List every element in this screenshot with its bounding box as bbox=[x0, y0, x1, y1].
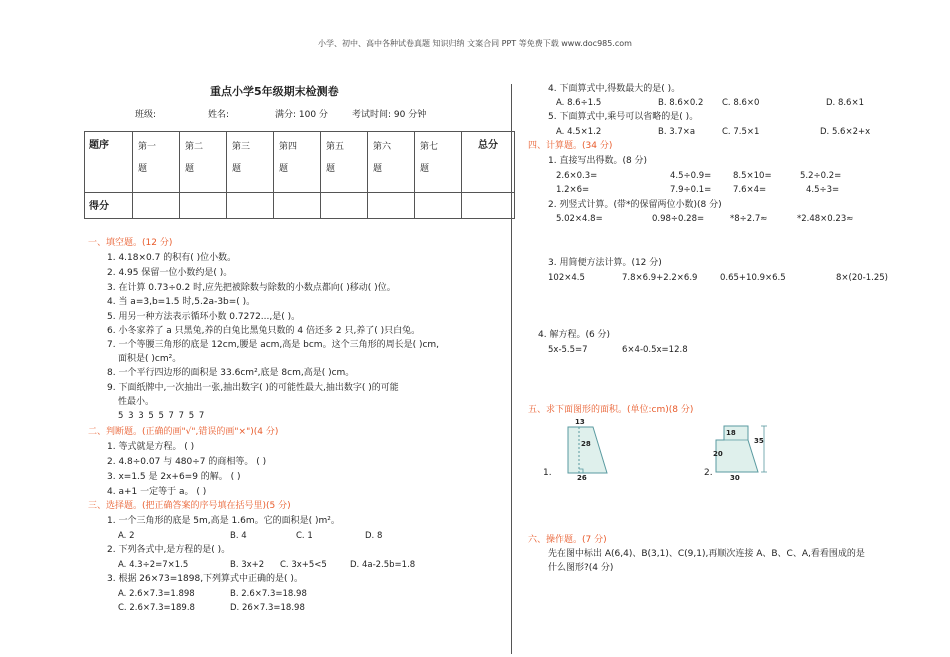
trapezoid-figure bbox=[555, 415, 635, 485]
score-col-2 bbox=[180, 132, 227, 193]
fill-item-3: 3. 在计算 0.73÷0.2 时,应先把被除数与除数的小数点都向( )移动( )位。 bbox=[107, 283, 396, 293]
choice-q2: 2. 下列各式中,是方程的是( )。 bbox=[107, 545, 231, 555]
section-4-heading: 四、计算题。(34 分) bbox=[528, 141, 613, 151]
fill-item-6: 6. 小冬家养了 a 只黑兔,养的白兔比黑兔只数的 4 倍还多 2 只,养了( )只白兔。 bbox=[107, 326, 421, 336]
choice-q5: 5. 下面算式中,乘号可以省略的是( )。 bbox=[548, 112, 699, 122]
fill-item-5: 5. 用另一种方法表示循环小数 0.7272...,是( )。 bbox=[107, 312, 301, 322]
figure-1-number: 1. bbox=[543, 468, 552, 478]
figure-1-height-label: 28 bbox=[581, 440, 591, 448]
operation-text-1: 先在图中标出 A(6,4)、B(3,1)、C(9,1),再顺次连接 A、B、C、A,看看围成的是 bbox=[548, 549, 865, 559]
col-unit-2: 题 bbox=[185, 164, 195, 174]
col-label-6: 第六 bbox=[373, 142, 392, 152]
calc-3-1: 102×4.5 bbox=[548, 273, 585, 283]
choice-q2-opt-d: D. 4a-2.5b=1.8 bbox=[350, 560, 416, 570]
figure-1-top-label: 13 bbox=[575, 418, 585, 426]
calc-1-1: 2.6×0.3= bbox=[556, 171, 598, 181]
judge-item-2: 2. 4.8÷0.07 与 480÷7 的商相等。 ( ) bbox=[107, 457, 267, 467]
calc-2-1: 5.02×4.8= bbox=[556, 214, 603, 224]
fill-item-4: 4. 当 a=3,b=1.5 时,5.2a-3b=( )。 bbox=[107, 297, 256, 307]
choice-q4-opt-d: D. 8.6×1 bbox=[826, 98, 864, 108]
exam-time-label: 考试时间: 90 分钟 bbox=[352, 110, 427, 120]
score-cell[interactable] bbox=[415, 193, 462, 219]
col-unit-7: 题 bbox=[420, 164, 430, 174]
calc-3-2: 7.8×6.9+2.2×6.9 bbox=[622, 273, 698, 283]
fill-item-7: 7. 一个等腰三角形的底是 12cm,腰是 acm,高是 bcm。这个三角形的周长是( )cm, bbox=[107, 340, 440, 350]
choice-q5-opt-c: C. 7.5×1 bbox=[722, 127, 760, 137]
equation-1: 5x-5.5=7 bbox=[548, 345, 588, 355]
class-label: 班级: bbox=[135, 110, 157, 120]
fill-item-8: 8. 一个平行四边形的面积是 33.6cm²,底是 8cm,高是( )cm。 bbox=[107, 368, 355, 378]
section-5-heading: 五、求下面图形的面积。(单位:cm)(8 分) bbox=[528, 405, 694, 415]
score-col-5 bbox=[321, 132, 368, 193]
calc-part-4: 4. 解方程。(6 分) bbox=[538, 330, 611, 340]
score-cell-total[interactable] bbox=[462, 193, 515, 219]
score-col-7 bbox=[415, 132, 462, 193]
col-label-1: 第一 bbox=[138, 142, 157, 152]
score-row-label: 得分 bbox=[85, 193, 133, 219]
figure-2-left-label: 20 bbox=[713, 450, 723, 458]
choice-q3-opt-c: C. 2.6×7.3=189.8 bbox=[118, 603, 195, 613]
full-score-label: 满分: 100 分 bbox=[275, 110, 328, 120]
figure-2-number: 2. bbox=[704, 468, 713, 478]
calc-1-2: 4.5÷0.9= bbox=[670, 171, 712, 181]
choice-q2-opt-c: C. 3x+5<5 bbox=[280, 560, 327, 570]
col-unit-5: 题 bbox=[326, 164, 336, 174]
fill-item-9b: 性最小。 bbox=[118, 397, 155, 407]
calc-3-4: 8×(20-1.25) bbox=[836, 273, 888, 283]
composite-figure bbox=[706, 412, 786, 482]
col-unit-4: 题 bbox=[279, 164, 289, 174]
calc-2-2: 0.98÷0.28= bbox=[652, 214, 705, 224]
choice-q5-opt-a: A. 4.5×1.2 bbox=[556, 127, 602, 137]
calc-2-4: *2.48×0.23≈ bbox=[797, 214, 854, 224]
section-3-heading: 三、选择题。(把正确答案的序号填在括号里)(5 分) bbox=[88, 501, 291, 511]
score-col-3 bbox=[227, 132, 274, 193]
figure-2-right-label: 35 bbox=[754, 437, 764, 445]
col-label-2: 第二 bbox=[185, 142, 204, 152]
figure-2-top-label: 18 bbox=[726, 429, 736, 437]
score-cell[interactable] bbox=[133, 193, 180, 219]
calc-1-4: 5.2÷0.2= bbox=[800, 171, 842, 181]
calc-1-6: 7.9÷0.1= bbox=[670, 185, 712, 195]
calc-part-2: 2. 列竖式计算。(带*的保留两位小数)(8 分) bbox=[548, 200, 722, 210]
figure-1-bottom-label: 26 bbox=[577, 474, 587, 482]
calc-1-7: 7.6×4= bbox=[733, 185, 767, 195]
section-1-heading: 一、填空题。(12 分) bbox=[88, 238, 173, 248]
col-label-5: 第五 bbox=[326, 142, 345, 152]
section-2-heading: 二、判断题。(正确的画"√",错误的画"×")(4 分) bbox=[88, 427, 279, 437]
choice-q1: 1. 一个三角形的底是 5m,高是 1.6m。它的面积是( )m²。 bbox=[107, 516, 340, 526]
score-cell[interactable] bbox=[274, 193, 321, 219]
col-label-7: 第七 bbox=[420, 142, 439, 152]
choice-q5-opt-d: D. 5.6×2+x bbox=[820, 127, 871, 137]
col-label-4: 第四 bbox=[279, 142, 298, 152]
site-banner: 小学、初中、高中各种试卷真题 知识归纳 文案合同 PPT 等免费下载 www.doc985.com bbox=[318, 39, 632, 48]
figure-2-bottom-label: 30 bbox=[730, 474, 740, 482]
calc-1-8: 4.5÷3= bbox=[806, 185, 840, 195]
name-label: 姓名: bbox=[208, 110, 230, 120]
calc-1-3: 8.5×10= bbox=[733, 171, 772, 181]
column-divider bbox=[511, 84, 512, 654]
score-col-1 bbox=[133, 132, 180, 193]
fill-item-9: 9. 下面纸牌中,一次抽出一张,抽出数字( )的可能性最大,抽出数字( )的可能 bbox=[107, 383, 399, 393]
equation-2: 6×4-0.5x=12.8 bbox=[622, 345, 688, 355]
section-6-heading: 六、操作题。(7 分) bbox=[528, 535, 607, 545]
fill-item-7b: 面积是( )cm²。 bbox=[118, 354, 182, 364]
calc-part-1: 1. 直接写出得数。(8 分) bbox=[548, 156, 648, 166]
score-cell[interactable] bbox=[227, 193, 274, 219]
score-table bbox=[84, 131, 515, 219]
choice-q4-opt-a: A. 8.6÷1.5 bbox=[556, 98, 602, 108]
judge-item-1: 1. 等式就是方程。 ( ) bbox=[107, 442, 195, 452]
card-numbers: 5 3 3 5 5 7 7 5 7 bbox=[118, 411, 206, 421]
choice-q2-opt-b: B. 3x+2 bbox=[230, 560, 265, 570]
judge-item-3: 3. x=1.5 是 2x+6=9 的解。 ( ) bbox=[107, 472, 241, 482]
score-table-header: 题序 bbox=[85, 132, 133, 193]
score-col-6 bbox=[368, 132, 415, 193]
score-cell[interactable] bbox=[180, 193, 227, 219]
choice-q4-opt-b: B. 8.6×0.2 bbox=[658, 98, 704, 108]
choice-q4: 4. 下面算式中,得数最大的是( )。 bbox=[548, 84, 681, 94]
calc-2-3: *8÷2.7≈ bbox=[730, 214, 768, 224]
choice-q4-opt-c: C. 8.6×0 bbox=[722, 98, 760, 108]
choice-q3: 3. 根据 26×73=1898,下列算式中正确的是( )。 bbox=[107, 574, 303, 584]
choice-q3-opt-b: B. 2.6×7.3=18.98 bbox=[230, 589, 307, 599]
score-cell[interactable] bbox=[368, 193, 415, 219]
choice-q3-opt-d: D. 26×7.3=18.98 bbox=[230, 603, 305, 613]
page-title: 重点小学5年级期末检测卷 bbox=[210, 85, 339, 98]
choice-q1-opt-b: B. 4 bbox=[230, 531, 247, 541]
operation-text-2: 什么图形?(4 分) bbox=[548, 563, 614, 573]
score-total-header: 总分 bbox=[462, 132, 515, 193]
fill-item-1: 1. 4.18×0.7 的积有( )位小数。 bbox=[107, 253, 237, 263]
calc-1-5: 1.2×6= bbox=[556, 185, 590, 195]
choice-q1-opt-c: C. 1 bbox=[296, 531, 313, 541]
col-label-3: 第三 bbox=[232, 142, 251, 152]
choice-q2-opt-a: A. 4.3÷2=7×1.5 bbox=[118, 560, 189, 570]
judge-item-4: 4. a+1 一定等于 a。 ( ) bbox=[107, 487, 207, 497]
choice-q3-opt-a: A. 2.6×7.3=1.898 bbox=[118, 589, 195, 599]
calc-part-3: 3. 用简便方法计算。(12 分) bbox=[548, 258, 662, 268]
calc-3-3: 0.65+10.9×6.5 bbox=[720, 273, 786, 283]
col-unit-1: 题 bbox=[138, 164, 148, 174]
fill-item-2: 2. 4.95 保留一位小数约是( )。 bbox=[107, 268, 233, 278]
score-col-4 bbox=[274, 132, 321, 193]
col-unit-6: 题 bbox=[373, 164, 383, 174]
choice-q1-opt-d: D. 8 bbox=[365, 531, 383, 541]
choice-q1-opt-a: A. 2 bbox=[118, 531, 135, 541]
choice-q5-opt-b: B. 3.7×a bbox=[658, 127, 696, 137]
col-unit-3: 题 bbox=[232, 164, 242, 174]
score-cell[interactable] bbox=[321, 193, 368, 219]
